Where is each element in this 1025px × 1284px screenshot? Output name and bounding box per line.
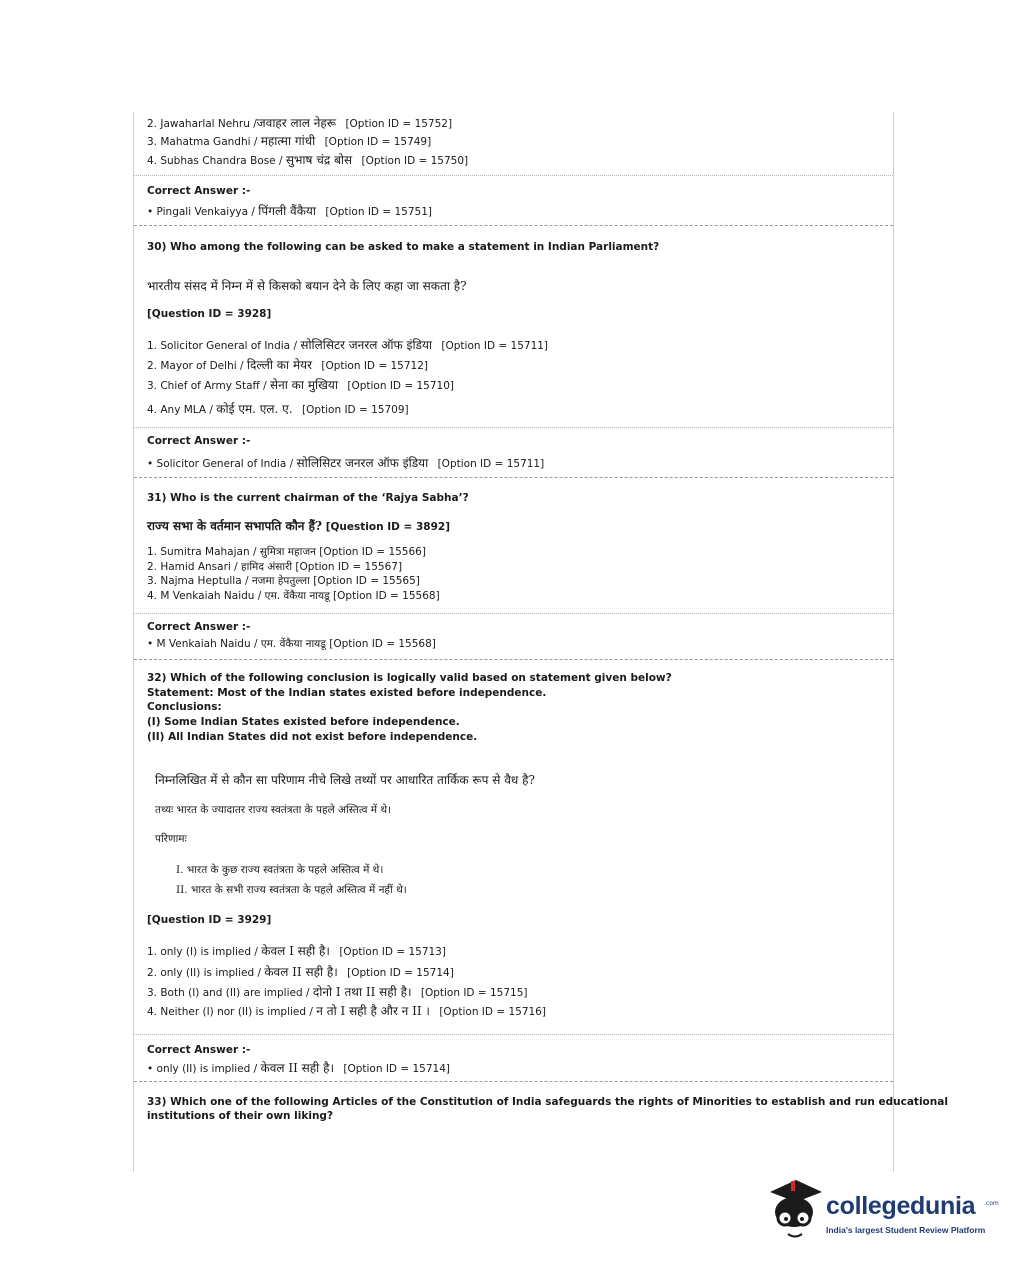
- q32-question-line-4: (I) Some Indian States existed before independence.: [147, 716, 460, 728]
- q32-question-line-1: 32) Which of the following conclusion is logically valid based on statement given below?: [147, 672, 672, 684]
- q31-question: 31) Who is the current chairman of the ‘Rajya Sabha’?: [147, 492, 469, 504]
- q31-block: [134, 478, 893, 614]
- student-mascot-icon: [766, 1176, 824, 1246]
- q30-hindi-question: भारतीय संसद में निम्न में से किसको बयान देने के लिए कहा जा सकता है?: [147, 279, 467, 293]
- q32-question-id: [Question ID = 3929]: [147, 914, 272, 926]
- q29-answer: • Pingali Venkaiyya / पिंगली वैंकैया [Option ID = 15751]: [147, 204, 432, 218]
- q30-option-3: 3. Chief of Army Staff / सेना का मुखिया [Option ID = 15710]: [147, 378, 454, 392]
- q33-block: [134, 1082, 948, 1172]
- q30-option-1: 1. Solicitor General of India / सोलिसिटर जनरल ऑफ इंडिया [Option ID = 15711]: [147, 338, 549, 352]
- q31-option-4: 4. M Venkaiah Naidu / एम. वेंकैया नायडू [Option ID = 15568]: [147, 590, 440, 602]
- q32-option-3: 3. Both (I) and (II) are implied / दोनो I तथा II सही है। [Option ID = 15715]: [147, 985, 528, 999]
- q32-option-4: 4. Neither (I) nor (II) is implied / न तो I सही है और न II । [Option ID = 15716]: [147, 1004, 546, 1018]
- q29-answer-block: [134, 176, 893, 226]
- q32-hindi-conclusion-1: I. भारत के कुछ राज्य स्वतंत्रता के पहले अस्तित्व में थे।: [176, 864, 384, 876]
- q33-question-line-1: 33) Which one of the following Articles of the Constitution of India safeguards the rights of Minorities to establish and run educational: [147, 1096, 948, 1108]
- q32-hindi-conclusions-label: परिणामः: [155, 833, 187, 845]
- q31-answer-label: Correct Answer :-: [147, 621, 251, 633]
- q32-question-line-2: Statement: Most of the Indian states existed before independence.: [147, 687, 547, 699]
- q30-option-4: 4. Any MLA / कोई एम. एल. ए. [Option ID = 15709]: [147, 402, 409, 416]
- logo-tagline: India's largest Student Review Platform: [826, 1225, 986, 1235]
- q32-answer-block: [134, 1035, 893, 1082]
- q31-answer-block: [134, 614, 893, 660]
- q30-block: [134, 226, 893, 428]
- q31-option-2: 2. Hamid Ansari / हामिद अंसारी [Option ID = 15567]: [147, 561, 403, 573]
- q31-option-1: 1. Sumitra Mahajan / सुमित्रा महाजन [Option ID = 15566]: [147, 546, 426, 558]
- q31-hindi-question: राज्य सभा के वर्तमान सभापति कौन हैं? [Question ID = 3892]: [147, 519, 450, 533]
- q29-option-2: 2. Jawaharlal Nehru /जवाहर लाल नेहरू [Option ID = 15752]: [147, 116, 453, 130]
- q32-option-1: 1. only (I) is implied / केवल I सही है। [Option ID = 15713]: [147, 944, 446, 958]
- logo-wordmark: collegedunia: [826, 1192, 976, 1220]
- q29-option-4: 4. Subhas Chandra Bose / सुभाष चंद्र बोस [Option ID = 15750]: [147, 153, 469, 167]
- q30-option-2: 2. Mayor of Delhi / दिल्ली का मेयर [Option ID = 15712]: [147, 358, 428, 372]
- q31-answer: • M Venkaiah Naidu / एम. वेंकैया नायडू [Option ID = 15568]: [147, 638, 436, 650]
- q32-hindi-question: निम्नलिखित में से कौन सा परिणाम नीचे लिखे तथ्यों पर आधारित तार्किक रूप से वैध है?: [155, 773, 535, 787]
- q33-question-line-2: institutions of their own liking?: [147, 1110, 334, 1122]
- q30-answer-label: Correct Answer :-: [147, 435, 251, 447]
- q32-block: [134, 660, 893, 1035]
- q32-hindi-conclusion-2: II. भारत के सभी राज्य स्वतंत्रता के पहले अस्तित्व में नहीं थे।: [176, 884, 407, 896]
- collegedunia-logo: [766, 1176, 999, 1246]
- q32-answer-label: Correct Answer :-: [147, 1044, 251, 1056]
- q30-question: 30) Who among the following can be asked to make a statement in Indian Parliament?: [147, 241, 660, 253]
- q29-answer-label: Correct Answer :-: [147, 185, 251, 197]
- q30-answer: • Solicitor General of India / सोलिसिटर जनरल ऑफ इंडिया [Option ID = 15711]: [147, 456, 545, 470]
- q32-answer: • only (II) is implied / केवल II सही है। [Option ID = 15714]: [147, 1061, 450, 1075]
- q32-question-line-5: (II) All Indian States did not exist before independence.: [147, 731, 478, 743]
- q30-answer-block: [134, 428, 893, 478]
- q32-option-2: 2. only (II) is implied / केवल II सही है। [Option ID = 15714]: [147, 965, 454, 979]
- q32-question-line-3: Conclusions:: [147, 701, 222, 713]
- q30-question-id: [Question ID = 3928]: [147, 308, 272, 320]
- q32-hindi-statement: तथ्यः भारत के ज्यादातर राज्य स्वतंत्रता के पहले अस्तित्व में थे।: [155, 804, 392, 816]
- q31-option-3: 3. Najma Heptulla / नजमा हेपतुल्ला [Option ID = 15565]: [147, 575, 420, 587]
- q29-option-3: 3. Mahatma Gandhi / महात्मा गांधी [Option ID = 15749]: [147, 134, 432, 148]
- exam-paper: [133, 112, 948, 1172]
- logo-com: .com: [984, 1200, 999, 1207]
- q29-options-block: [134, 112, 893, 176]
